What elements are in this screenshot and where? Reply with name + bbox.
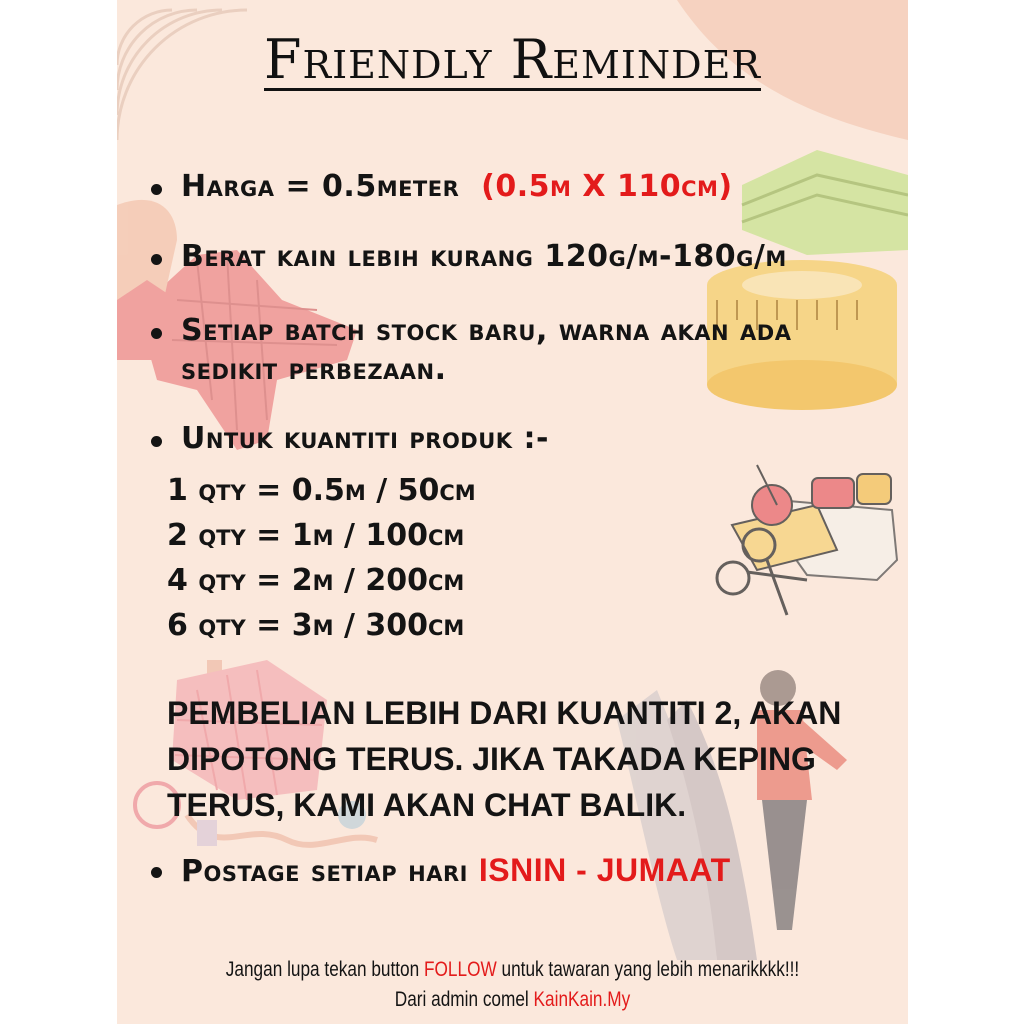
quantity-heading: Untuk kuantiti produk :- xyxy=(181,421,549,456)
cutting-note-line-2: DIPOTONG TERUS. JIKA TAKADA KEPING xyxy=(167,741,816,777)
price-text: Harga = 0.5meter xyxy=(181,169,460,204)
page-title: Friendly Reminder xyxy=(264,28,761,91)
bullet-dot xyxy=(151,328,162,339)
batch-line-1: Setiap batch stock baru, warna akan ada xyxy=(181,313,792,348)
bullet-dot xyxy=(151,867,162,878)
quantity-row: 4 qty = 2m / 200cm xyxy=(167,563,465,598)
price-size-highlight: (0.5m X 110cm) xyxy=(481,169,733,204)
batch-line-2: sedikit perbezaan. xyxy=(181,352,447,387)
quantity-row: 6 qty = 3m / 300cm xyxy=(167,608,465,643)
bullet-dot xyxy=(151,436,162,447)
postage-line xyxy=(181,848,731,894)
sewing-tools-illustration xyxy=(717,465,897,615)
quantity-row: 2 qty = 1m / 100cm xyxy=(167,518,465,553)
footer-text: Jangan lupa tekan button xyxy=(225,958,420,981)
footer-text: untuk tawaran yang lebih menarikkkk!!! xyxy=(501,958,800,981)
cutting-note-line-1: PEMBELIAN LEBIH DARI KUANTITI 2, AKAN xyxy=(167,695,842,731)
poster xyxy=(117,0,908,1024)
quantity-row: 1 qty = 0.5m / 50cm xyxy=(167,473,476,508)
shop-name-highlight: KainKain.My xyxy=(533,988,631,1011)
footer-line-2 xyxy=(188,988,837,1012)
cutting-note-line-3: TERUS, KAMI AKAN CHAT BALIK. xyxy=(167,787,687,823)
postage-text: Postage setiap hari xyxy=(181,854,468,889)
bullet-dot xyxy=(151,254,162,265)
postage-days-highlight: ISNIN - JUMAAT xyxy=(478,852,731,888)
footer-text: Dari admin comel xyxy=(394,988,529,1011)
weight-line: Berat kain lebih kurang 120g/m-180g/m xyxy=(181,239,787,274)
bullet-dot xyxy=(151,184,162,195)
footer-line-1 xyxy=(188,958,837,982)
follow-highlight: FOLLOW xyxy=(424,958,497,981)
price-line xyxy=(181,165,733,209)
